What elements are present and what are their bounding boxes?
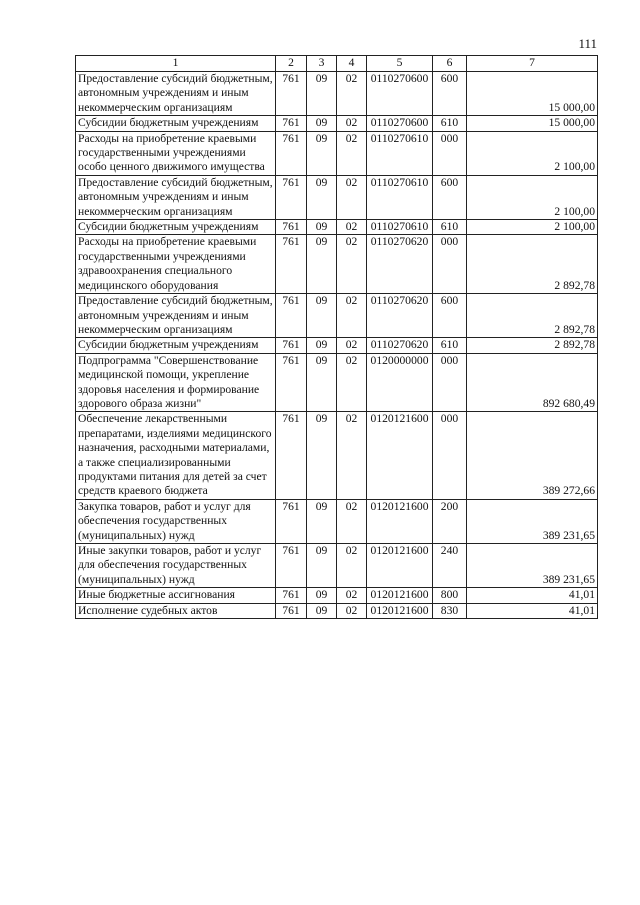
table-row [76,175,598,219]
header-cell: 5 [367,56,433,72]
section-code-cell: 09 [307,72,337,116]
target-code-cell: 0110270610 [367,131,433,175]
expense-name-cell: Предоставление субсидий бюджетным, автономным учреждениям и иным некоммерческим организациям [76,294,276,338]
subsection-code-cell: 02 [337,116,367,131]
expense-name-cell: Расходы на приобретение краевыми государственными учреждениями особо ценного движимого имущества [76,131,276,175]
amount-cell: 2 100,00 [467,175,598,219]
subsection-code-cell: 02 [337,603,367,618]
expense-name-cell: Субсидии бюджетным учреждениям [76,116,276,131]
table-row [76,544,598,588]
section-code-cell: 09 [307,235,337,294]
section-code-cell: 09 [307,544,337,588]
subsection-code-cell: 02 [337,175,367,219]
expense-type-cell: 000 [433,235,467,294]
expense-name-cell: Иные бюджетные ассигнования [76,588,276,603]
section-code-cell: 09 [307,499,337,543]
amount-cell: 2 100,00 [467,131,598,175]
header-cell: 7 [467,56,598,72]
target-code-cell: 0120121600 [367,603,433,618]
expense-name-cell: Расходы на приобретение краевыми государственными учреждениями здравоохранения специального медицинского оборудования [76,235,276,294]
table-row [76,588,598,603]
section-code-cell: 09 [307,588,337,603]
expense-name-cell: Субсидии бюджетным учреждениям [76,220,276,235]
table-row [76,220,598,235]
expense-type-cell: 610 [433,338,467,353]
target-code-cell: 0120121600 [367,499,433,543]
section-code-cell: 09 [307,353,337,412]
target-code-cell: 0110270620 [367,235,433,294]
ministry-code-cell: 761 [276,588,307,603]
table-row [76,235,598,294]
expense-name-cell: Исполнение судебных актов [76,603,276,618]
target-code-cell: 0110270620 [367,294,433,338]
section-code-cell: 09 [307,603,337,618]
header-cell: 4 [337,56,367,72]
target-code-cell: 0110270620 [367,338,433,353]
amount-cell: 389 272,66 [467,412,598,499]
table-row [76,499,598,543]
subsection-code-cell: 02 [337,588,367,603]
amount-cell: 2 892,78 [467,294,598,338]
subsection-code-cell: 02 [337,499,367,543]
expense-name-cell: Предоставление субсидий бюджетным, автономным учреждениям и иным некоммерческим организациям [76,175,276,219]
section-code-cell: 09 [307,131,337,175]
ministry-code-cell: 761 [276,544,307,588]
section-code-cell: 09 [307,338,337,353]
target-code-cell: 0120121600 [367,412,433,499]
target-code-cell: 0110270610 [367,175,433,219]
expense-name-cell: Субсидии бюджетным учреждениям [76,338,276,353]
expense-type-cell: 600 [433,175,467,219]
expense-type-cell: 000 [433,353,467,412]
subsection-code-cell: 02 [337,412,367,499]
ministry-code-cell: 761 [276,175,307,219]
amount-cell: 2 892,78 [467,338,598,353]
header-cell: 3 [307,56,337,72]
table-row [76,338,598,353]
subsection-code-cell: 02 [337,131,367,175]
expense-type-cell: 600 [433,72,467,116]
amount-cell: 389 231,65 [467,499,598,543]
amount-cell: 2 892,78 [467,235,598,294]
ministry-code-cell: 761 [276,353,307,412]
expense-type-cell: 240 [433,544,467,588]
ministry-code-cell: 761 [276,499,307,543]
subsection-code-cell: 02 [337,235,367,294]
table-row [76,353,598,412]
subsection-code-cell: 02 [337,220,367,235]
amount-cell: 41,01 [467,603,598,618]
ministry-code-cell: 761 [276,603,307,618]
expense-name-cell: Закупка товаров, работ и услуг для обеспечения государственных (муниципальных) нужд [76,499,276,543]
expense-type-cell: 000 [433,412,467,499]
amount-cell: 389 231,65 [467,544,598,588]
header-cell: 6 [433,56,467,72]
ministry-code-cell: 761 [276,235,307,294]
expense-type-cell: 610 [433,220,467,235]
section-code-cell: 09 [307,412,337,499]
ministry-code-cell: 761 [276,131,307,175]
expense-type-cell: 600 [433,294,467,338]
amount-cell: 2 100,00 [467,220,598,235]
target-code-cell: 0120000000 [367,353,433,412]
ministry-code-cell: 761 [276,294,307,338]
expense-type-cell: 200 [433,499,467,543]
table-row [76,412,598,499]
page-number: 111 [578,36,597,51]
expense-name-cell: Предоставление субсидий бюджетным, автономным учреждениям и иным некоммерческим организациям [76,72,276,116]
subsection-code-cell: 02 [337,294,367,338]
ministry-code-cell: 761 [276,116,307,131]
expense-name-cell: Иные закупки товаров, работ и услуг для обеспечения государственных (муниципальных) нужд [76,544,276,588]
amount-cell: 15 000,00 [467,72,598,116]
target-code-cell: 0120121600 [367,588,433,603]
expense-type-cell: 800 [433,588,467,603]
amount-cell: 41,01 [467,588,598,603]
ministry-code-cell: 761 [276,220,307,235]
subsection-code-cell: 02 [337,72,367,116]
expense-type-cell: 000 [433,131,467,175]
amount-cell: 892 680,49 [467,353,598,412]
header-row [76,56,598,72]
header-cell: 1 [76,56,276,72]
table-body [76,72,598,619]
target-code-cell: 0120121600 [367,544,433,588]
section-code-cell: 09 [307,116,337,131]
header-cell: 2 [276,56,307,72]
ministry-code-cell: 761 [276,412,307,499]
subsection-code-cell: 02 [337,338,367,353]
ministry-code-cell: 761 [276,338,307,353]
table-row [76,131,598,175]
expense-type-cell: 610 [433,116,467,131]
amount-cell: 15 000,00 [467,116,598,131]
section-code-cell: 09 [307,220,337,235]
ministry-code-cell: 761 [276,72,307,116]
section-code-cell: 09 [307,294,337,338]
target-code-cell: 0110270600 [367,116,433,131]
section-code-cell: 09 [307,175,337,219]
expense-name-cell: Подпрограмма "Совершенствование медицинской помощи, укрепление здоровья населения и формирование здорового образа жизни" [76,353,276,412]
budget-table [75,55,598,619]
subsection-code-cell: 02 [337,353,367,412]
table-row [76,72,598,116]
table-row [76,116,598,131]
expense-type-cell: 830 [433,603,467,618]
expense-name-cell: Обеспечение лекарственными препаратами, изделиями медицинского назначения, расходными материалами, а также специализированными продуктами питания для детей за счет средств краевого бюджета [76,412,276,499]
table-row [76,294,598,338]
target-code-cell: 0110270600 [367,72,433,116]
target-code-cell: 0110270610 [367,220,433,235]
subsection-code-cell: 02 [337,544,367,588]
table-row [76,603,598,618]
